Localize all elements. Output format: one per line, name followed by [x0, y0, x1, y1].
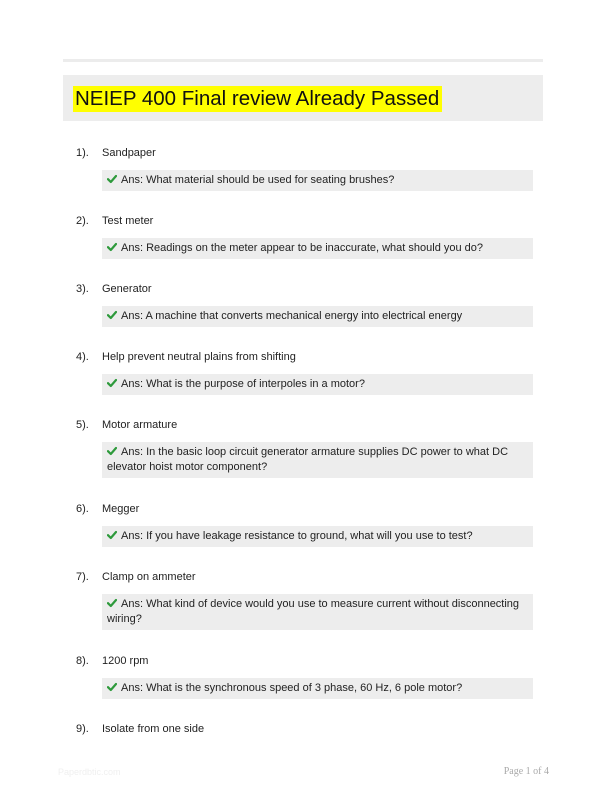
title-band	[63, 75, 543, 121]
item-answer: Ans: A machine that converts mechanical energy into electrical energy	[121, 310, 463, 322]
item-number: 2).	[76, 215, 89, 227]
page-indicator: Page 1 of 4	[503, 766, 549, 777]
item-number: 8).	[76, 655, 89, 667]
item-question: Megger	[102, 503, 140, 515]
item-number: 3).	[76, 283, 89, 295]
footer-watermark: Paperdbtic.com	[58, 767, 121, 777]
item-number: 6).	[76, 503, 89, 515]
item-question: Help prevent neutral plains from shifting	[102, 351, 296, 363]
item-answer-box	[102, 170, 533, 191]
check-icon	[107, 530, 117, 540]
item-number: 7).	[76, 571, 89, 583]
check-icon	[107, 446, 117, 456]
check-icon	[107, 682, 117, 692]
item-answer-box	[102, 526, 533, 547]
item-question: Test meter	[102, 215, 154, 227]
item-answer: Ans: Readings on the meter appear to be inaccurate, what should you do?	[121, 242, 484, 254]
item-question: 1200 rpm	[102, 655, 149, 667]
item-question: Clamp on ammeter	[102, 571, 196, 583]
item-number: 1).	[76, 147, 89, 159]
document-title: NEIEP 400 Final review Already Passed	[73, 86, 442, 112]
item-answer: Ans: In the basic loop circuit generator armature supplies DC power to what DC elevator hoist motor component?	[107, 446, 509, 473]
item-answer-box	[102, 374, 533, 395]
item-answer: Ans: What is the purpose of interpoles in a motor?	[121, 378, 365, 390]
item-answer: Ans: What material should be used for seating brushes?	[121, 174, 395, 186]
item-answer-box	[102, 678, 533, 699]
check-icon	[107, 174, 117, 184]
item-answer-box	[102, 594, 533, 630]
item-question: Sandpaper	[102, 147, 156, 159]
item-answer: Ans: If you have leakage resistance to ground, what will you use to test?	[121, 530, 473, 542]
item-question: Isolate from one side	[102, 723, 205, 735]
item-answer: Ans: What kind of device would you use to measure current without disconnecting wiring?	[107, 598, 520, 625]
item-number: 5).	[76, 419, 89, 431]
check-icon	[107, 378, 117, 388]
item-number: 4).	[76, 351, 89, 363]
check-icon	[107, 242, 117, 252]
item-answer-box	[102, 238, 533, 259]
item-question: Generator	[102, 283, 152, 295]
check-icon	[107, 310, 117, 320]
top-divider	[63, 59, 543, 62]
item-number: 9).	[76, 723, 89, 735]
item-answer-box	[102, 306, 533, 327]
item-answer: Ans: What is the synchronous speed of 3 phase, 60 Hz, 6 pole motor?	[121, 682, 463, 694]
check-icon	[107, 598, 117, 608]
item-question: Motor armature	[102, 419, 178, 431]
item-answer-box	[102, 442, 533, 478]
